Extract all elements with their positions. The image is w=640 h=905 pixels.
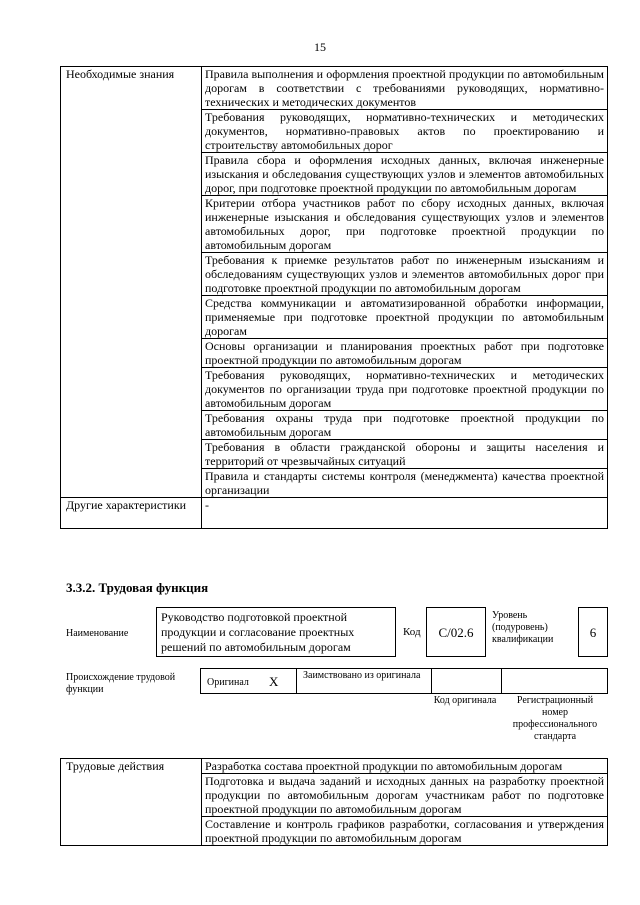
original-label: Оригинал (207, 677, 249, 688)
level-value: 6 (578, 607, 608, 657)
knowledge-item: Правила выполнения и оформления проектной продукции по автомобильным дорогам в соответствии с требованиями руководящих, нормативно-технических и методических документов (202, 67, 608, 110)
knowledge-table (60, 66, 608, 529)
origin-box (200, 668, 608, 694)
function-name: Руководство подготовкой проектной продукции и согласование проектных решений по автомобильным дорогам (156, 607, 396, 657)
action-item: Разработка состава проектной продукции по автомобильным дорогам (202, 759, 608, 774)
original-mark: X (269, 674, 279, 689)
borrowed-label: Заимствовано из оригинала (303, 670, 421, 681)
knowledge-item: Правила сбора и оформления исходных данных, включая инженерные изыскания и обследования существующих узлов и элементов автомобильных дорог, при подготовке проектной продукции по автомобильным дорогам (202, 153, 608, 196)
action-item: Подготовка и выдача заданий и исходных данных на разработку проектной продукции по автомобильным дорогам участникам работ по подготовке проектной продукции по автомобильным дорогам (202, 774, 608, 817)
level-label: Уровень (подуровень) квалификации (492, 610, 554, 645)
knowledge-item: Требования руководящих, нормативно-технических и методических документов, нормативно-правовых актов по проектированию и строительству автомобильных дорог (202, 110, 608, 153)
reg-number-label: Регистрационный номер профессионального стандарта (512, 695, 598, 742)
other-value: - (202, 498, 608, 529)
divider (296, 669, 297, 693)
knowledge-item: Требования руководящих, нормативно-технических и методических документов по организации труда при подготовке проектной продукции по автомобильным дорогам (202, 368, 608, 411)
knowledge-item: Критерии отбора участников работ по сбору исходных данных, включая инженерные изыскания и обследования существующих узлов и элементов автомобильных дорог, при подготовке проектной продукции по автомобильным дорогам (202, 196, 608, 253)
other-label: Другие характеристики (61, 498, 202, 529)
page-number: 15 (314, 40, 326, 54)
name-label: Наименование (66, 628, 129, 639)
knowledge-item: Требования охраны труда при подготовке проектной продукции по автомобильным дорогам (202, 411, 608, 440)
knowledge-item: Требования в области гражданской обороны и защиты населения и территорий от чрезвычайных ситуаций (202, 440, 608, 469)
divider (431, 669, 432, 693)
knowledge-item: Средства коммуникации и автоматизированной обработки информации, применяемые при подготовке проектной продукции по автомобильным дорогам (202, 296, 608, 339)
knowledge-item: Основы организации и планирования проектных работ при подготовке проектной продукции по автомобильным дорогам (202, 339, 608, 368)
knowledge-item: Правила и стандарты системы контроля (менеджмента) качества проектной организации (202, 469, 608, 498)
section-title: 3.3.2. Трудовая функция (66, 580, 209, 595)
knowledge-item: Требования к приемке результатов работ по инженерным изысканиям и обследованиям существующих узлов и элементов автомобильных дорог при подготовке проектной продукции по автомобильным дорогам (202, 253, 608, 296)
function-code: C/02.6 (426, 607, 486, 657)
knowledge-label: Необходимые знания (61, 67, 202, 498)
action-item: Составление и контроль графиков разработки, согласования и утверждения проектной продукции по автомобильным дорогам (202, 817, 608, 846)
origin-label: Происхождение трудовой функции (66, 672, 176, 695)
code-original-label: Код оригинала (433, 695, 497, 706)
actions-label: Трудовые действия (61, 759, 202, 846)
divider (501, 669, 502, 693)
actions-table (60, 758, 608, 846)
code-label: Код (403, 626, 421, 638)
